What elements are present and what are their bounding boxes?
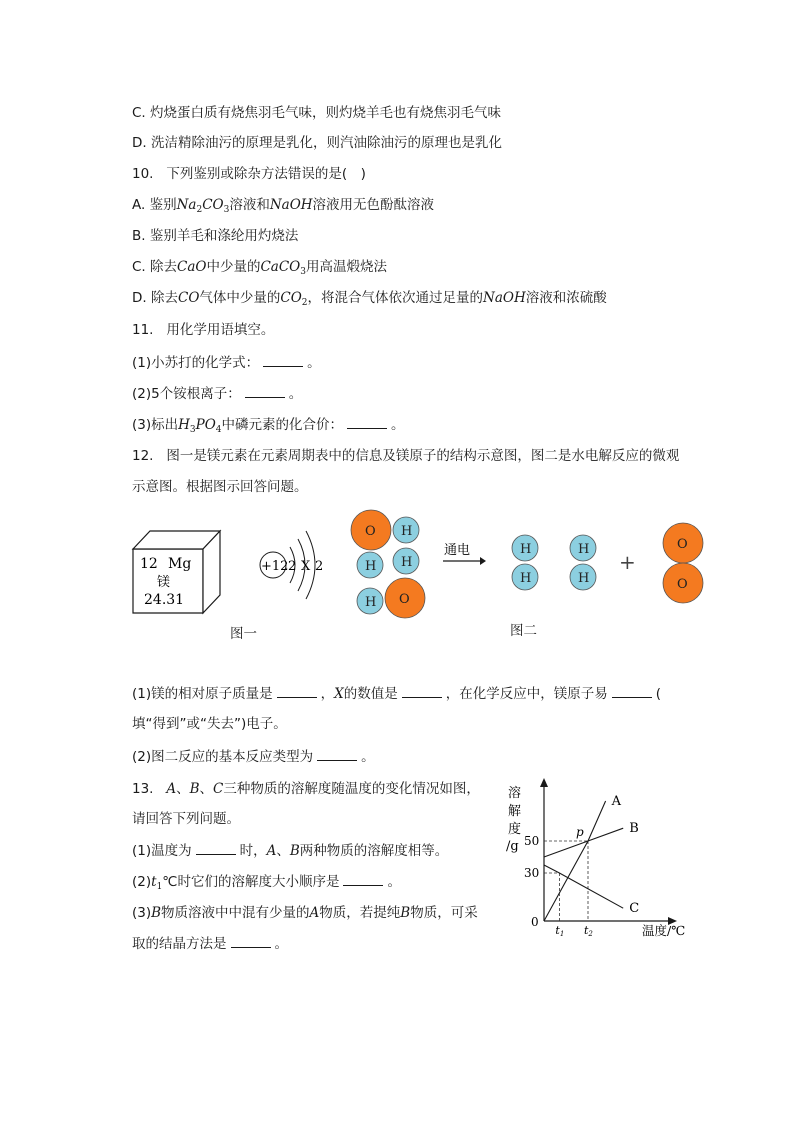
q9-option-c: C. 灼烧蛋白质有烧焦羽毛气味，则灼烧羊毛也有烧焦羽毛气味 [132,105,502,121]
q11-part2 [132,384,302,404]
answer-blank[interactable] [612,685,652,698]
q10-a-mid: 溶液和 [229,197,270,213]
q12-part2 [132,747,375,767]
y-label-char-3: 度 [508,822,522,837]
var-a: A [166,781,177,797]
y-label-char-2: 解 [508,804,522,819]
q13-p1-a: (1)温度为 [132,843,192,859]
atom-label: O [365,524,376,539]
q13-p3-line2: 取的结晶方法是 [132,936,227,952]
answer-blank[interactable] [343,873,383,886]
q13-p3-g: 物质，可采 [410,905,478,921]
q12-p1-a: (1)镁的相对原子质量是 [132,686,273,702]
element-mass: 24.31 [144,592,185,608]
q13-part2 [132,872,401,897]
y-label-unit: /g [506,839,519,854]
q13-p2-b: ℃时它们的溶解度大小顺序是 [162,874,340,890]
q10-option-c [132,257,387,282]
solubility-chart [500,775,700,945]
q13-part1 [132,841,448,861]
element-name: 镁 [157,575,171,590]
q13-p1-f: 两种物质的溶解度相等。 [299,843,449,859]
y-tick-label: 50 [524,834,540,848]
q11-part1 [132,353,321,373]
shell3-electrons: 2 [315,559,324,574]
answer-blank[interactable] [402,685,442,698]
q10-stem-text: 下列鉴别或除杂方法错误的是( ) [166,166,366,182]
atom-label: H [578,542,590,557]
atom-label: O [677,577,688,592]
var-c: C [213,781,224,797]
q12-p1-c: 的数值是 [343,686,398,702]
q11-p3-suffix: 中磷元素的化合价： [221,417,344,433]
q13-part3 [132,903,478,923]
q10-c-prefix: C. 除去 [132,259,178,275]
atom-label: H [520,571,532,586]
var-a: A [266,843,277,859]
var-t1: $t_1$ [151,874,163,892]
plus-sign: + [619,550,636,574]
sep: 、 [199,781,214,797]
q10-c-suffix: 用高温煅烧法 [305,259,387,275]
q11-p3-prefix: (3)标出 [132,417,179,433]
q11-part3 [132,415,405,440]
q10-option-a [132,195,434,220]
q13-p3-a: (3) [132,905,152,921]
q9-option-d: D. 洗洁精除油污的原理是乳化，则汽油除油污的原理也是乳化 [132,135,502,151]
q11-number: 11. [132,322,154,338]
var-b: B [189,781,200,797]
q12-part1-line2: 填“得到”或“失去”)电子。 [132,716,287,732]
series-line-c [544,865,623,908]
q12-p1-d: ，在化学反应中，镁原子易 [445,686,608,702]
q11-stem-text: 用化学用语填空。 [166,322,275,338]
q13-number: 13. [132,781,154,797]
hydrogen-molecules [512,535,596,590]
formula-na2co3: $Na_2CO_3$ [176,197,230,215]
element-number: 12 [140,556,158,572]
figure2-caption: 图二 [510,623,537,639]
y-label-char-1: 溶 [508,786,522,801]
var-b: B [151,905,162,921]
var-b: B [289,843,300,859]
answer-blank[interactable] [263,354,303,367]
q13-stem-text: 三种物质的溶解度随温度的变化情况如图， [223,781,480,797]
var-a: A [309,905,320,921]
formula-naoh: NaOH [269,197,313,213]
q12-figures [120,505,720,620]
arrow-head [480,557,486,565]
q10-d-prefix: D. 除去 [132,290,178,306]
q11-p2-text: (2)5个铵根离子： [132,386,241,402]
q13-stem [132,779,480,799]
q10-a-prefix: A. 鉴别 [132,197,177,213]
atom-label: H [520,542,532,557]
atom-label: H [401,524,413,539]
q10-c-mid: 中少量的 [206,259,261,275]
variable-x: X [334,686,344,702]
answer-blank[interactable] [317,748,357,761]
series-line-a [544,801,606,921]
atom-label: H [578,571,590,586]
x-axis-label: 温度/℃ [642,923,686,938]
atom-label: H [401,555,413,570]
shell1-electrons: 2 [288,559,297,574]
q13-stem-line2: 请回答下列问题。 [132,811,240,827]
q10-number: 10. [132,166,154,182]
q12-p2-text: (2)图二反应的基本反应类型为 [132,749,314,765]
element-symbol: Mg [168,556,192,572]
figure1-caption: 图一 [230,626,257,642]
q12-p2-end: 。 [361,749,375,765]
x-tick-label: t2 [584,924,593,938]
q12-stem-text: 图一是镁元素在元素周期表中的信息及镁原子的结构示意图，图二是水电解反应的微观 [166,448,680,464]
q11-p1-end: 。 [307,355,321,371]
formula-co2: $CO_2$ [280,290,308,308]
q13-p1-b: 时， [239,843,267,859]
sep: 、 [276,843,290,859]
formula-naoh-2: NaOH [483,290,526,306]
formula-cao: CaO [177,259,207,275]
q13-p2-end: 。 [387,874,401,890]
answer-blank[interactable] [231,935,271,948]
q11-stem [132,320,274,340]
q11-p2-end: 。 [288,386,303,402]
q11-p1-text: (1)小苏打的化学式： [132,355,260,371]
intersection-label: p [576,825,584,839]
atom-label: O [399,592,410,607]
sep: 、 [176,781,190,797]
atom-label: H [365,595,377,610]
atom-label: H [365,559,377,574]
origin-label: 0 [531,915,539,929]
q12-number: 12. [132,448,154,464]
series-label-b: B [629,821,639,837]
q12-stem-line1 [132,446,679,466]
q10-d-mid2: ，将混合气体依次通过足量的 [307,290,484,306]
formula-co: CO [177,290,200,306]
q11-p3-end: 。 [391,417,405,433]
answer-blank[interactable] [196,842,236,855]
q13-part3-line2 [132,934,288,954]
var-b: B [400,905,411,921]
formula-h3po4: $H_3PO_4$ [178,417,222,435]
formula-caco3: CaCO$_3$ [260,259,306,277]
q10-option-b: B. 鉴别羊毛和涤纶用灼烧法 [132,228,299,244]
q10-option-d [132,288,607,313]
q12-part1 [132,684,661,704]
atom-label: O [677,537,688,552]
q13-p2-a: (2) [132,874,152,890]
arrow-label: 通电 [444,543,471,558]
y-axis-arrow [540,778,548,787]
q10-d-suffix: 溶液和浓硫酸 [525,290,607,306]
q10-a-suffix: 溶液用无色酚酞溶液 [312,197,435,213]
x-tick-label: t1 [555,924,565,938]
y-tick-label: 30 [524,866,540,880]
q12-p1-e: ( [655,686,662,702]
answer-blank[interactable] [277,685,317,698]
q13-p3-end: 。 [274,936,288,952]
q12-stem-line2: 示意图。根据图示回答问题。 [132,479,308,495]
q12-p1-b: ， [320,686,335,702]
answer-blank[interactable] [347,416,387,429]
series-label-a: A [611,794,621,809]
q13-p3-c: 物质溶液中中混有少量的 [161,905,310,921]
series-label-c: C [629,901,640,917]
answer-blank[interactable] [245,385,285,398]
q13-p3-e: 物质，若提纯 [319,905,401,921]
nucleus-charge: +12 [261,559,289,574]
shell2-electrons: X [301,559,311,574]
q10-d-mid: 气体中少量的 [199,290,281,306]
oxygen-molecule [663,523,703,603]
q10-stem [132,164,366,184]
water-molecules [351,510,425,618]
